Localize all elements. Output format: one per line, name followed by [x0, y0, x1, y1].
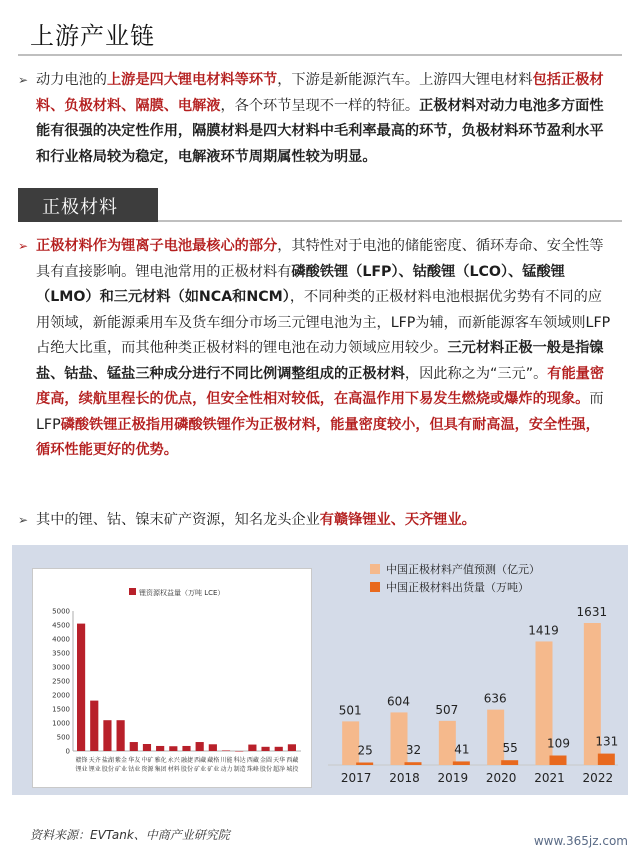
- x-tick-label: 中矿: [141, 757, 154, 764]
- data-label: 32: [405, 743, 422, 758]
- text-run: ，其特性对于电池的储能密度、循环寿命、安全性等具有直接影响。锂电池常用的正极材料有: [36, 238, 604, 280]
- data-label: 636: [483, 691, 507, 706]
- y-tick-label: 4500: [52, 621, 70, 630]
- x-tick-label: 股份: [259, 766, 273, 773]
- data-label: 501: [338, 703, 362, 718]
- x-tick-label: 西藏: [246, 757, 259, 764]
- legend-swatch: [370, 582, 380, 592]
- data-label: 109: [547, 736, 570, 751]
- x-tick-label: 西藏: [194, 757, 207, 764]
- text-run: 其中的锂、钴、镍末矿产资源，知名龙头企业: [36, 512, 320, 528]
- y-tick-label: 5000: [52, 607, 70, 616]
- x-tick-label: 雅化: [154, 757, 167, 764]
- page-title: 上游产业链: [30, 22, 155, 50]
- bar: [248, 745, 256, 751]
- data-label: 131: [595, 734, 619, 749]
- chart-title: 锂资源权益量（万吨 LCE）: [139, 589, 225, 597]
- paragraph-overview: [18, 68, 612, 170]
- x-tick-label: 紫金: [115, 757, 128, 764]
- bar: [288, 744, 296, 751]
- y-tick-label: 2000: [52, 691, 70, 700]
- bar: [405, 762, 422, 765]
- x-tick-label: 2017: [340, 771, 372, 785]
- bar: [90, 701, 98, 751]
- bar: [550, 756, 567, 765]
- x-tick-label: 赣锋: [75, 757, 88, 764]
- legend-label: 中国正极材料出货量（万吨）: [386, 581, 529, 594]
- x-tick-label: 锂业: [75, 766, 88, 773]
- arrow-bullet-icon: ➢: [18, 73, 29, 87]
- x-tick-label: 天华: [273, 757, 286, 764]
- bar: [77, 624, 85, 751]
- watermark: www.365jz.com: [533, 834, 628, 848]
- y-tick-label: 3500: [52, 649, 70, 658]
- data-label: 1419: [528, 623, 559, 638]
- bar: [196, 742, 204, 751]
- title-divider: [18, 54, 622, 56]
- x-tick-label: 资源: [141, 766, 154, 773]
- text-run: ，下游是新能源汽车。上游四大锂电材料: [277, 72, 533, 88]
- x-tick-label: 动力: [220, 766, 233, 773]
- y-tick-label: 3000: [52, 663, 70, 672]
- x-tick-label: 锂业: [88, 766, 101, 773]
- x-tick-label: 股份: [180, 766, 193, 773]
- y-tick-label: 500: [56, 733, 70, 742]
- bar: [156, 746, 164, 751]
- arrow-bullet-icon: ➢: [18, 239, 29, 253]
- y-tick-label: 1000: [52, 719, 70, 728]
- paragraph-resources: [18, 508, 612, 534]
- paragraph-cathode: [18, 234, 612, 464]
- bar: [182, 746, 190, 751]
- legend-swatch: [129, 588, 136, 595]
- bar: [169, 746, 177, 751]
- bar: [222, 750, 230, 751]
- cathode-forecast-chart: [318, 545, 628, 795]
- x-tick-label: 城投: [286, 766, 299, 773]
- text-run: 而LFP: [36, 391, 604, 433]
- data-label: 41: [454, 742, 470, 757]
- highlight-run: 包括正极材料、负极材料、隔膜、电解液: [36, 72, 604, 114]
- text-run: ，各个环节呈现不一样的特征。: [220, 97, 420, 114]
- bar: [261, 747, 269, 751]
- x-tick-label: 藏格: [207, 757, 220, 764]
- x-tick-label: 珠峰: [246, 766, 259, 773]
- y-tick-label: 0: [65, 747, 70, 756]
- x-tick-label: 超净: [273, 766, 286, 773]
- source-note: 资料来源：EVTank、中商产业研究院: [30, 828, 230, 842]
- highlight-run: 正极材料作为锂离子电池最核心的部分: [36, 238, 278, 254]
- x-tick-label: 矿业: [115, 766, 128, 773]
- data-label: 1631: [576, 605, 608, 620]
- legend-swatch: [370, 564, 380, 574]
- data-label: 604: [387, 694, 410, 709]
- bold-run: 磷酸铁锂（LFP）、钴酸锂（LCO）、锰酸锂（LMO）和三元材料（如NCA和NCM）: [36, 263, 565, 305]
- lithium-chart-card: [32, 568, 312, 788]
- section-header: [18, 188, 158, 222]
- x-tick-label: 融捷: [180, 757, 193, 764]
- lithium-resource-chart: [33, 569, 311, 787]
- x-tick-label: 科达: [233, 757, 246, 764]
- x-tick-label: 2020: [485, 771, 517, 785]
- x-tick-label: 材料: [167, 766, 180, 773]
- x-tick-label: 西藏: [286, 757, 299, 764]
- y-tick-label: 1500: [52, 705, 70, 714]
- section-title: 正极材料: [42, 197, 118, 218]
- bar: [487, 710, 504, 765]
- legend-label: 中国正极材料产值预测（亿元）: [386, 563, 540, 576]
- highlight-run: 磷酸铁锂正极指用磷酸铁锂作为正极材料，能量密度较小，但具有耐高温，安全性强，循环性能更好的优势。: [36, 416, 600, 458]
- bar: [117, 720, 125, 751]
- y-tick-label: 4000: [52, 635, 70, 644]
- highlight-run: 上游是四大锂电材料等环节: [106, 72, 278, 88]
- x-tick-label: 2021: [534, 771, 565, 785]
- x-tick-label: 集团: [154, 766, 167, 773]
- x-tick-label: 永兴: [167, 757, 180, 764]
- highlight-run: 有赣锋锂业、天齐锂业。: [319, 512, 476, 528]
- x-tick-label: 2019: [437, 771, 469, 785]
- highlight-run: 有能量密度高，续航里程长的优点，但安全性相对较低，在高温作用下易发生燃烧或爆炸的现象。: [36, 365, 605, 407]
- bar: [209, 744, 217, 751]
- x-tick-label: 制造: [233, 766, 246, 773]
- bar: [501, 760, 518, 765]
- text-run: 动力电池的: [36, 72, 107, 88]
- x-tick-label: 2018: [389, 771, 420, 785]
- x-tick-label: 金圆: [259, 757, 273, 764]
- x-tick-label: 矿业: [194, 766, 207, 773]
- bar: [356, 763, 373, 766]
- data-label: 25: [357, 743, 373, 758]
- bar: [130, 742, 138, 751]
- x-tick-label: 川能: [220, 757, 233, 764]
- x-tick-label: 矿业: [207, 766, 220, 773]
- data-label: 55: [502, 741, 518, 756]
- y-tick-label: 2500: [52, 677, 70, 686]
- x-tick-label: 2022: [582, 771, 614, 785]
- bold-run: 三元材料正极一般是指镍盐、钴盐、锰盐三种成分进行不同比例调整组成的正极材料: [36, 340, 604, 382]
- arrow-bullet-icon: ➢: [18, 513, 29, 527]
- bar: [598, 754, 615, 765]
- x-tick-label: 天齐: [88, 757, 101, 764]
- bold-run: 正极材料对动力电池多方面性能有很强的决定性作用，隔膜材料是四大材料中毛利率最高的环节，负极材料环节盈利水平和行业格局较为稳定，电解液环节周期属性较为明显。: [36, 97, 604, 165]
- x-tick-label: 钴业: [128, 766, 141, 773]
- bar: [103, 720, 111, 751]
- x-tick-label: 华友: [128, 757, 141, 764]
- section-divider: [158, 220, 622, 222]
- bar: [143, 744, 151, 751]
- bar: [235, 751, 243, 752]
- x-tick-label: 股份: [101, 766, 114, 773]
- text-run: ，不同种类的正极材料电池根据优劣势有不同的应用领域，新能源乘用车及货车细分市场三元锂电池为主，LFP为辅，而新能源客车领域则LFP占绝大比重，而其他种类正极材料的锂电池在动力领域应用较少。: [36, 289, 611, 356]
- x-tick-label: 盐湖: [101, 757, 114, 764]
- bar: [275, 747, 283, 751]
- text-run: ，因此称之为“三元”。: [404, 365, 548, 382]
- bar: [453, 761, 470, 765]
- data-label: 507: [435, 702, 459, 717]
